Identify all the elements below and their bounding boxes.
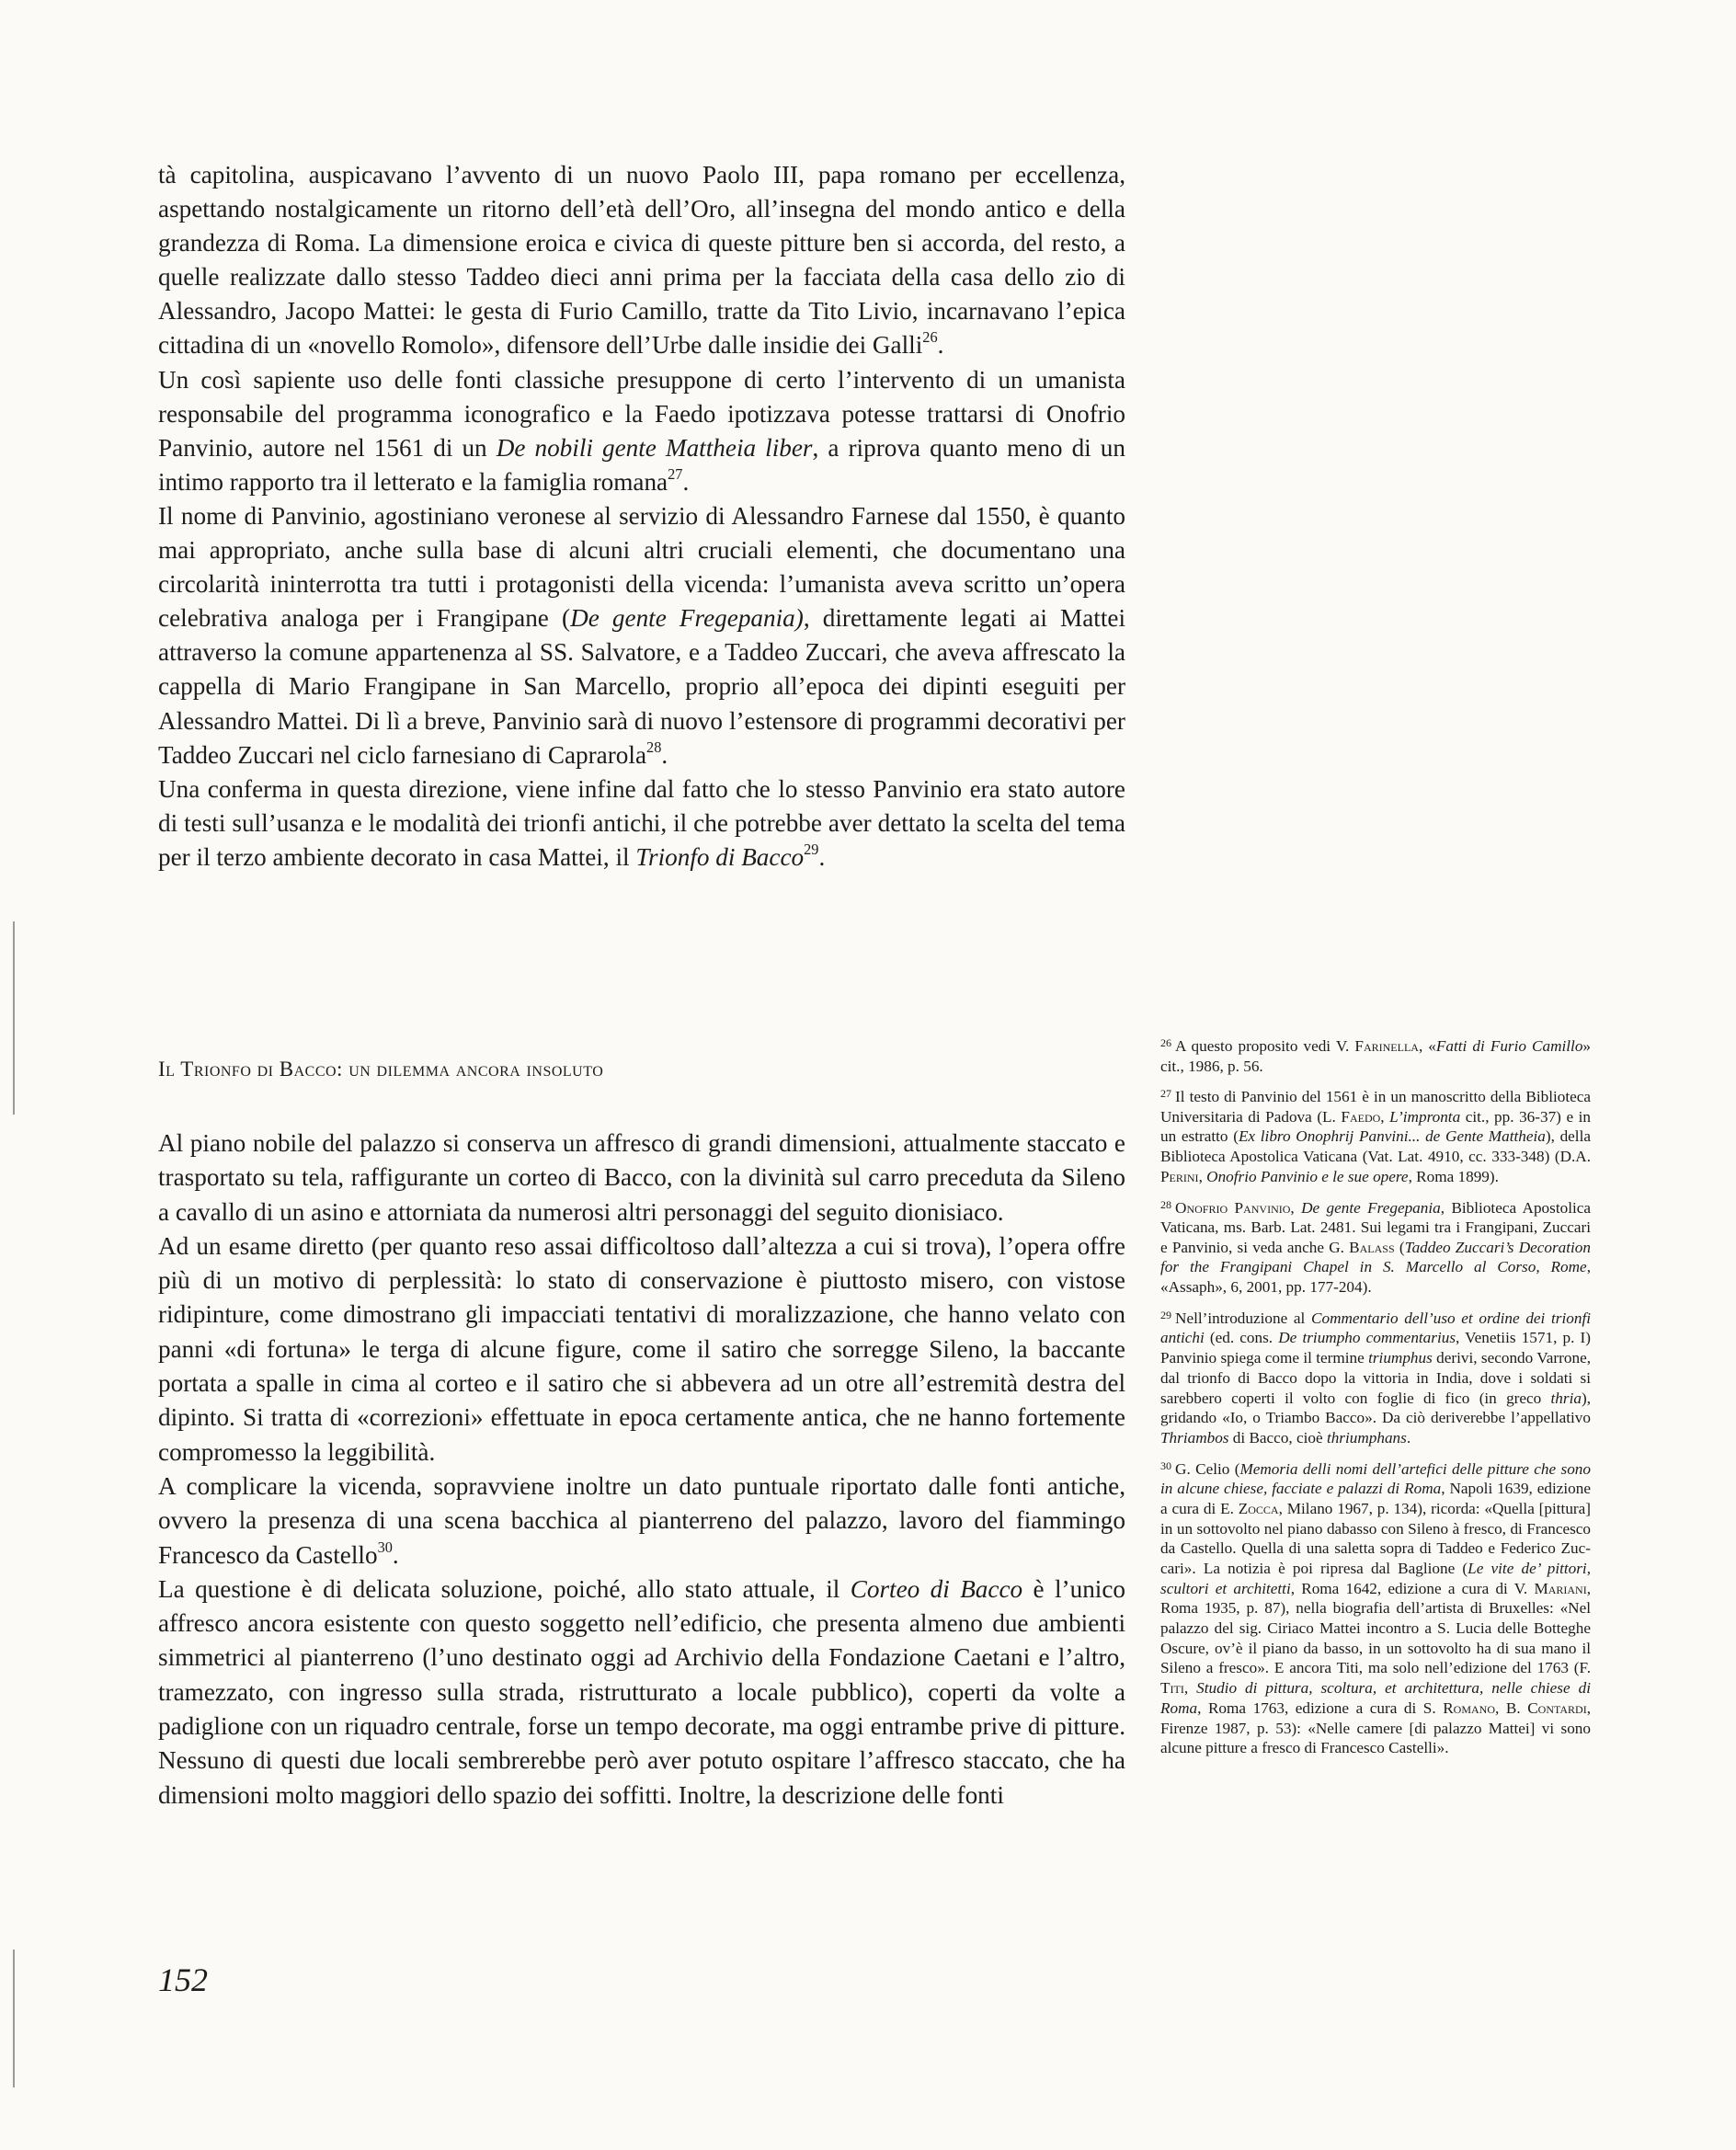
footnote-26: $^{26}$ A questo proposito vedi V. Farinella, «Fatti di Furio Camillo» cit., 1986, p. 56. <box>1160 1036 1592 1075</box>
footnote-28: $^{28}$ Onofrio Panvinio, De gente Fregepania, Biblioteca Apostolica Vaticana, ms. Barb. Lat. 2481. Sui legami tra i Frangipani, Zuccari e Panvinio, si veda anche G. Balass (Taddeo Zuccari’s Decoration for the Frangipani Chapel in S. Marcello al Corso, Rome, «Assaph», 6, 2001, pp. 177-204). <box>1160 1197 1591 1297</box>
footnote-27: $^{27}$ Il testo di Panvinio del 1561 è in un manoscritto della Biblioteca Universitaria di Padova (L. Faedo, L’impronta cit., pp. 36-37) e in un estratto (Ex libro Onophrij Panvini... de Gente Mattheia), della Biblioteca Apostolica Vaticana (Vat. Lat. 4910, cc. 333-348) (D.A. Perini, Onofrio Panvinio e le sue opere, Roma 1899). <box>1160 1087 1591 1185</box>
section-heading: Il Trionfo di Bacco: un dilemma ancora insoluto <box>158 1058 604 1081</box>
main-text-block <box>158 158 1125 875</box>
paragraph-2: Un così sapiente uso delle fonti classiche presuppone di certo l’intervento di un umanista responsabile del programma iconografico e la Faedo ipotizzava potesse trattarsi di Onofrio Panvinio, autore nel 1561 di un De nobili gente Mattheia liber, a riprova quanto meno di un intimo rapporto tra il letterato e la famiglia romana$^{27}$. <box>158 365 1125 496</box>
footnote-29: $^{29}$ Nell’introduzione al Commentario dell’uso et ordine dei trionfi antichi (ed. cons. De triumpho commentarius, Venetiis 1571, p. I) Panvinio spiega come il termine triumphus derivi, secondo Varrone, dal trionfo di Bacco dopo la vittoria in India, dove i soldati si sarebbero coperti il volto con foglie di fico (in greco thria), gridando «Io, o Triambo Bacco». Da ciò deriverebbe l’appellativo Thriambos di Bacco, cioè thriumphans. <box>1160 1308 1592 1447</box>
note-ref: 26 <box>922 328 938 347</box>
section-text-block <box>158 1126 1125 1813</box>
section-paragraph-1: Al piano nobile del palazzo si conserva un affresco di grandi dimensioni, attualmente staccato e trasportato su tela, raffigurante un corteo di Bacco, con la divinità sul carro preceduta da Sileno a cavallo di un asino e attorniata da numerosi altri personaggi del seguito dionisiaco. <box>158 1129 1125 1226</box>
paragraph-1: tà capitolina, auspicavano l’avvento di un nuovo Paolo III, papa romano per eccellenza, aspettando nostalgicamente un ritorno dell’età dell’Oro, all’insegna del mondo antico e della grandezza di Roma. La dimensione eroica e civica di queste pitture ben si accorda, del resto, a quelle realizzate dallo stesso Taddeo dieci anni prima per la facciata della casa dello zio di Alessandro, Jacopo Mattei: le gesta di Furio Camillo, tratte da Tito Livio, incarnavano l’epica cittadina di un «novello Romolo», difensore dell’Urbe dalle insidie dei Galli$^{26}$. <box>158 161 1125 360</box>
paragraph-3: Il nome di Panvinio, agostiniano veronese al servizio di Alessandro Farnese dal 1550, è quanto mai appropriato, anche sulla base di alcuni altri cruciali elementi, che documentano una circolarità ininterrotta tra tutti i protagonisti della vicenda: l’umanista aveva scritto un’opera celebrativa analoga per i Frangipane (De gente Fregepania), direttamente legati ai Mattei attraverso la comune appartenenza al SS. Salvatore, e a Taddeo Zuccari, che aveva affrescato la cappella di Mario Frangipane in San Marcello, proprio all’epoca dei dipinti eseguiti per Alessandro Mattei. Di lì a breve, Panvinio sarà di nuovo l’estensore di programmi decorativi per Taddeo Zuccari nel ciclo farnesiano di Caprarola$^{28}$. <box>158 501 1125 769</box>
note-ref: 30 <box>377 1538 393 1556</box>
footnotes-column <box>1160 1034 1591 1767</box>
section-paragraph-2: Ad un esame diretto (per quanto reso assai difficoltoso dall’altezza a cui si trova), l’opera offre più di un motivo di perplessità: lo stato di conservazione è piuttosto misero, con vistose ridipinture, come dimostrano gli impacciati tentativi di moralizzazione, che hanno velato con panni «di fortuna» le terga di alcune figure, come il satiro che sorregge Sileno, la baccante portata a spalle in cima al corteo e il satiro che si abbevera ad un otre all’estremità destra del dipinto. Si tratta di «correzioni» effettuate in epoca certamente antica, che ne hanno fortemente compromesso la leggibilità. <box>158 1231 1125 1466</box>
section-paragraph-3: A complicare la vicenda, sopravviene inoltre un dato puntuale riportato dalle fonti antiche, ovvero la presenza di una scena bacchica al pianterreno del palazzo, lavoro del fiammingo Francesco da Castello$^{30}$. <box>158 1471 1125 1569</box>
footnote-30: $^{30}$ G. Celio (Memoria delli nomi dell’artefici delle pitture che sono in alcune chiese, facciate e palazzi di Roma, Napoli 1639, edizione a cura di E. Zocca, Milano 1967, p. 134), ricorda: «Quella [pittura] in un sottovolto nel piano dabasso con Sileno à fresco, di Francesco da Castello. Quella di una saletta sopra di Taddeo e Federico Zuccari». La notizia è poi ripresa dal Baglione (Le vite de’ pittori, scultori et architetti, Roma 1642, edizione a cura di V. Mariani, Roma 1935, p. 87), nella biografia dell’artista di Bruxelles: «Nel palazzo del sig. Ciriaco Mattei incontro a S. Lucia delle Botteghe Oscure, ov’è il piano da basso, in un sottovolto ha di sua mano il Sileno a fresco». E ancora Titi, ma solo nell’edizione del 1763 (F. Titi, Studio di pittura, scoltura, et architettura, nelle chiese di Roma, Roma 1763, edizione a cura di S. Romano, B. Contardi, Firenze 1987, p. 53): «Nelle camere [di palazzo Mattei] vi sono alcune pitture a fresco di Francesco Castelli». <box>1160 1458 1592 1757</box>
note-ref: 29 <box>804 840 819 858</box>
scan-margin-line <box>13 1950 15 2087</box>
note-ref: 28 <box>646 738 662 756</box>
paragraph-4: Una conferma in questa direzione, viene infine dal fatto che lo stesso Panvinio era stato autore di testi sull’usanza e le modalità dei trionfi antichi, il che potrebbe aver dettato la scelta del tema per il terzo ambiente decorato in casa Mattei, il Trionfo di Bacco$^{29}$. <box>158 774 1125 871</box>
page-number: 152 <box>158 1961 208 1998</box>
scan-margin-line <box>13 921 15 1115</box>
section-paragraph-4: La questione è di delicata soluzione, poiché, allo stato attuale, il Corteo di Bacco è l’unico affresco ancora esistente con questo soggetto nell’edificio, che presenta almeno due ambienti simmetrici al pianterreno (l’uno destinato oggi ad Archivio della Fondazione Caetani e l’altro, tramezzato, con ingresso sulla strada, ristrutturato a locale pubblico), coperti da volte a padiglione con un riquadro centrale, forse un tempo decorate, ma oggi entrambe prive di pitture. Nessuno di questi due locali sembrerebbe però aver potuto ospitare l’affresco staccato, che ha dimensioni molto maggiori dello spazio dei soffitti. Inoltre, la descrizione delle fonti <box>158 1574 1126 1809</box>
note-ref: 27 <box>668 464 683 483</box>
